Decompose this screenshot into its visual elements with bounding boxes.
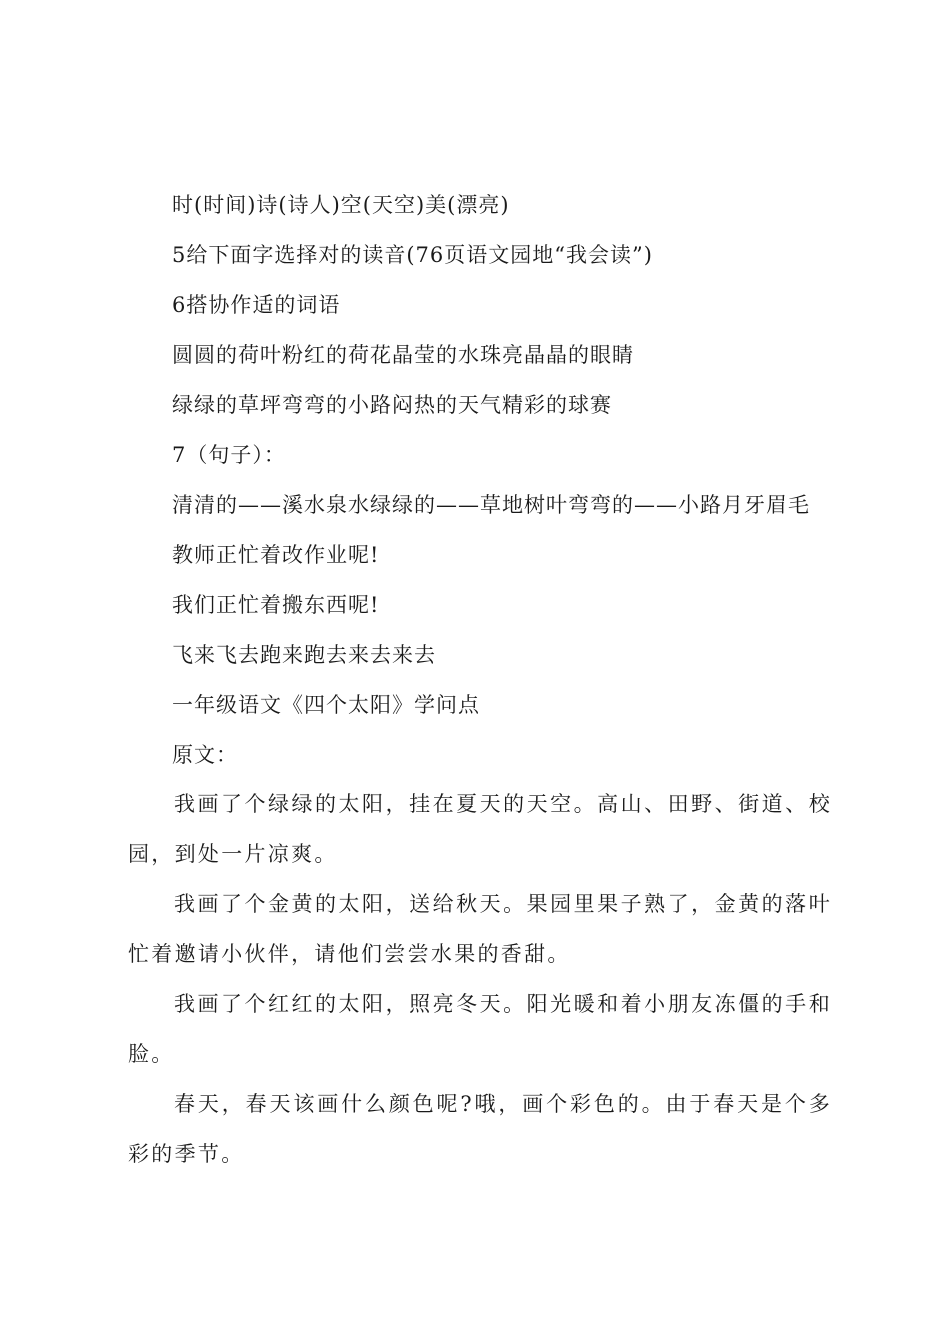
paragraph-autumn: 我画了个金黄的太阳，送给秋天。果园里果子熟了，金黄的落叶忙着邀请小伙伴，请他们尝尝水果的香甜。 <box>128 892 832 966</box>
text-line-sentence-1: 教师正忙着改作业呢! <box>172 543 380 567</box>
paragraph-spring: 春天，春天该画什么颜色呢?哦，画个彩色的。由于春天是个多彩的季节。 <box>128 1092 832 1166</box>
original-text-label: 原文： <box>172 743 238 767</box>
text-line-item-6: 6搭协作适的词语 <box>172 293 341 317</box>
text-line-item-7: 7（句子）： <box>172 443 286 467</box>
text-line-phrases-2: 绿绿的草坪弯弯的小路闷热的天气精彩的球赛 <box>172 393 612 417</box>
text-line-repeat-words: 飞来飞去跑来跑去来去来去 <box>172 643 436 667</box>
text-line-sentence-2: 我们正忙着搬东西呢! <box>172 593 380 617</box>
text-line-item-5: 5给下面字选择对的读音(76页语文园地“我会读”) <box>172 243 653 267</box>
text-line-dash-phrases: 清清的——溪水泉水绿绿的——草地树叶弯弯的——小路月牙眉毛 <box>172 493 810 517</box>
section-heading: 一年级语文《四个太阳》学问点 <box>172 693 480 717</box>
paragraph-winter: 我画了个红红的太阳，照亮冬天。阳光暖和着小朋友冻僵的手和脸。 <box>128 992 832 1066</box>
text-line-homophones: 时(时间)诗(诗人)空(天空)美(漂亮) <box>172 193 510 217</box>
text-line-phrases-1: 圆圆的荷叶粉红的荷花晶莹的水珠亮晶晶的眼睛 <box>172 343 634 367</box>
paragraph-summer: 我画了个绿绿的太阳，挂在夏天的天空。高山、田野、街道、校园，到处一片凉爽。 <box>128 792 832 866</box>
